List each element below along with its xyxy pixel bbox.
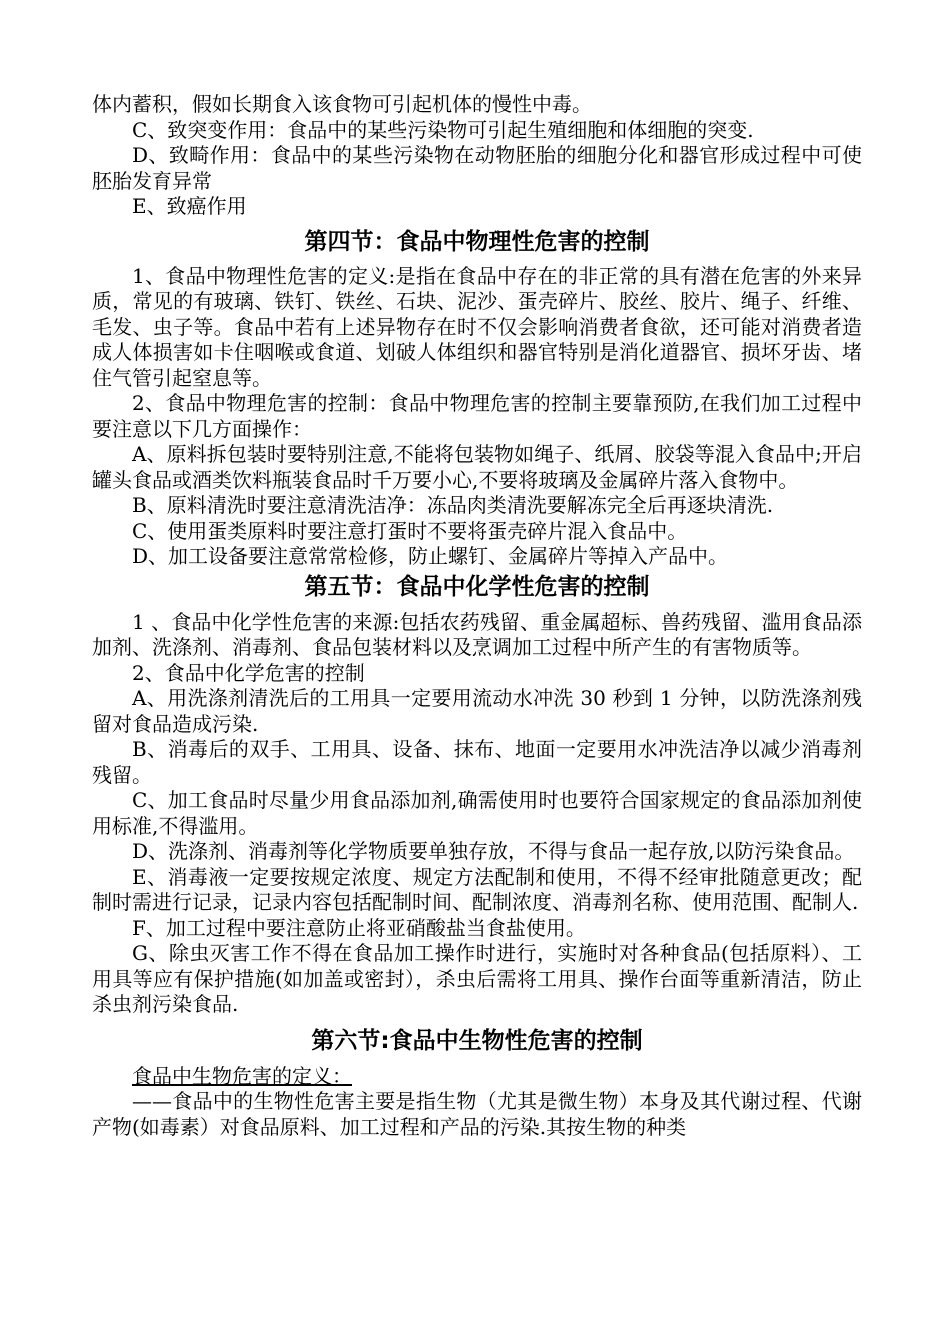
section-heading-5: 第五节：食品中化学性危害的控制 (304, 573, 650, 600)
paragraph: D、加工设备要注意常常检修，防止螺钉、金属碎片等掉入产品中。 (132, 544, 729, 568)
section-heading-6: 第六节:食品中生物性危害的控制 (311, 1027, 643, 1054)
paragraph: 1 、食品中化学性危害的来源:包括农药残留、重金属超标、兽药残留、滥用食品添加剂、洗涤剂、消毒剂、食品包装材料以及烹调加工过程中所产生的有害物质等。 (92, 609, 862, 659)
paragraph: E、致癌作用 (132, 194, 247, 218)
paragraph: A、用洗涤剂清洗后的工用具一定要用流动水冲洗 30 秒到 1 分钟，以防洗涤剂残留对食品造成污染. (92, 686, 862, 736)
paragraph: E、消毒液一定要按规定浓度、规定方法配制和使用，不得不经审批随意更改；配制时需进行记录，记录内容包括配制时间、配制浓度、消毒剂名称、使用范围、配制人. (92, 864, 862, 914)
section-heading-4: 第四节：食品中物理性危害的控制 (304, 228, 650, 255)
definition-heading (92, 1064, 862, 1090)
paragraph: C、使用蛋类原料时要注意打蛋时不要将蛋壳碎片混入食品中。 (132, 518, 688, 543)
underlined-definition-label: 食品中生物危害的定义： (132, 1063, 352, 1088)
paragraph: ——食品中的生物性危害主要是指生物（尤其是微生物）本身及其代谢过程、代谢产物(如毒素）对食品原料、加工过程和产品的污染.其按生物的种类 (92, 1089, 862, 1139)
paragraph: C、加工食品时尽量少用食品添加剂,确需使用时也要符合国家规定的食品添加剂使用标准,不得滥用。 (92, 788, 862, 838)
paragraph: 体内蓄积，假如长期食入该食物可引起机体的慢性中毒。 (92, 92, 592, 116)
paragraph: 2、食品中物理危害的控制：食品中物理危害的控制主要靠预防,在我们加工过程中要注意以下几方面操作： (92, 391, 862, 441)
paragraph: 1、食品中物理性危害的定义:是指在食品中存在的非正常的具有潜在危害的外来异质，常见的有玻璃、铁钉、铁丝、石块、泥沙、蛋壳碎片、胶丝、胶片、绳子、纤维、毛发、虫子等。食品中若有上述异物存在时不仅会影响消费者食欲，还可能对消费者造成人体损害如卡住咽喉或食道、划破人体组织和器官特别是消化道器官、损坏牙齿、堵住气管引起窒息等。 (92, 263, 862, 390)
paragraph: B、消毒后的双手、工用具、设备、抹布、地面一定要用水冲洗洁净以减少消毒剂残留。 (92, 737, 862, 787)
document-page (92, 92, 862, 1140)
paragraph: D、致畸作用：食品中的某些污染物在动物胚胎的细胞分化和器官形成过程中可使胚胎发育异常 (92, 143, 862, 193)
paragraph: C、致突变作用：食品中的某些污染物可引起生殖细胞和体细胞的突变. (132, 117, 754, 142)
paragraph: F、加工过程中要注意防止将亚硝酸盐当食盐使用。 (132, 915, 586, 940)
paragraph: A、原料拆包装时要特别注意,不能将包装物如绳子、纸屑、胶袋等混入食品中;开启罐头食品或酒类饮料瓶装食品时千万要小心,不要将玻璃及金属碎片落入食物中。 (92, 442, 862, 492)
paragraph: D、洗涤剂、消毒剂等化学物质要单独存放，不得与食品一起存放,以防污染食品。 (132, 839, 855, 863)
paragraph: G、除虫灭害工作不得在食品加工操作时进行，实施时对各种食品(包括原料）、工用具等应有保护措施(如加盖或密封），杀虫后需将工用具、操作台面等重新清洁，防止杀虫剂污染食品. (92, 941, 862, 1016)
paragraph: 2、食品中化学危害的控制 (132, 660, 365, 685)
paragraph: B、原料清洗时要注意清洗洁净：冻品肉类清洗要解冻完全后再逐块清洗. (132, 493, 774, 517)
